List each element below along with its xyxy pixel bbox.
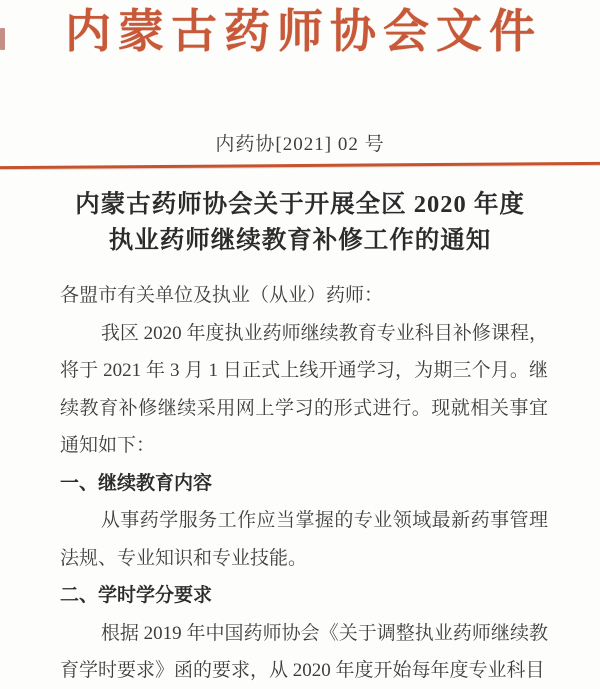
section-2-heading: 二、学时学分要求	[60, 585, 213, 606]
notice-title-line-1: 内蒙古药师协会关于开展全区 2020 年度	[75, 191, 525, 218]
notice-title	[0, 187, 600, 259]
document-body	[0, 277, 600, 689]
document-number: 内药协[2021] 02 号	[215, 134, 385, 155]
red-divider-line	[0, 162, 600, 169]
letterhead-title: 内蒙古药师协会文件	[65, 6, 542, 57]
intro-paragraph: 我区 2020 年度执业药师继续教育专业科目补修课程，将于 2021 年 3 月 1 日正式上线开通学习，为期三个月。继续教育补修继续采用网上学习的形式进行。现就相关事宜通知如下：	[60, 322, 548, 456]
section-1-paragraph: 从事药学服务工作应当掌握的专业领域最新药事管理法规、专业知识和专业技能。	[60, 510, 548, 569]
salutation: 各盟市有关单位及执业（从业）药师：	[60, 285, 384, 306]
scan-artifact-mark	[0, 28, 5, 50]
notice-title-line-2: 执业药师继续教育补修工作的通知	[108, 227, 492, 254]
section-2-paragraph: 根据 2019 年中国药师协会《关于调整执业药师继续教育学时要求》函的要求，从 2020 年度开始每年度专业科目	[60, 622, 548, 681]
section-1-heading: 一、继续教育内容	[60, 472, 213, 494]
